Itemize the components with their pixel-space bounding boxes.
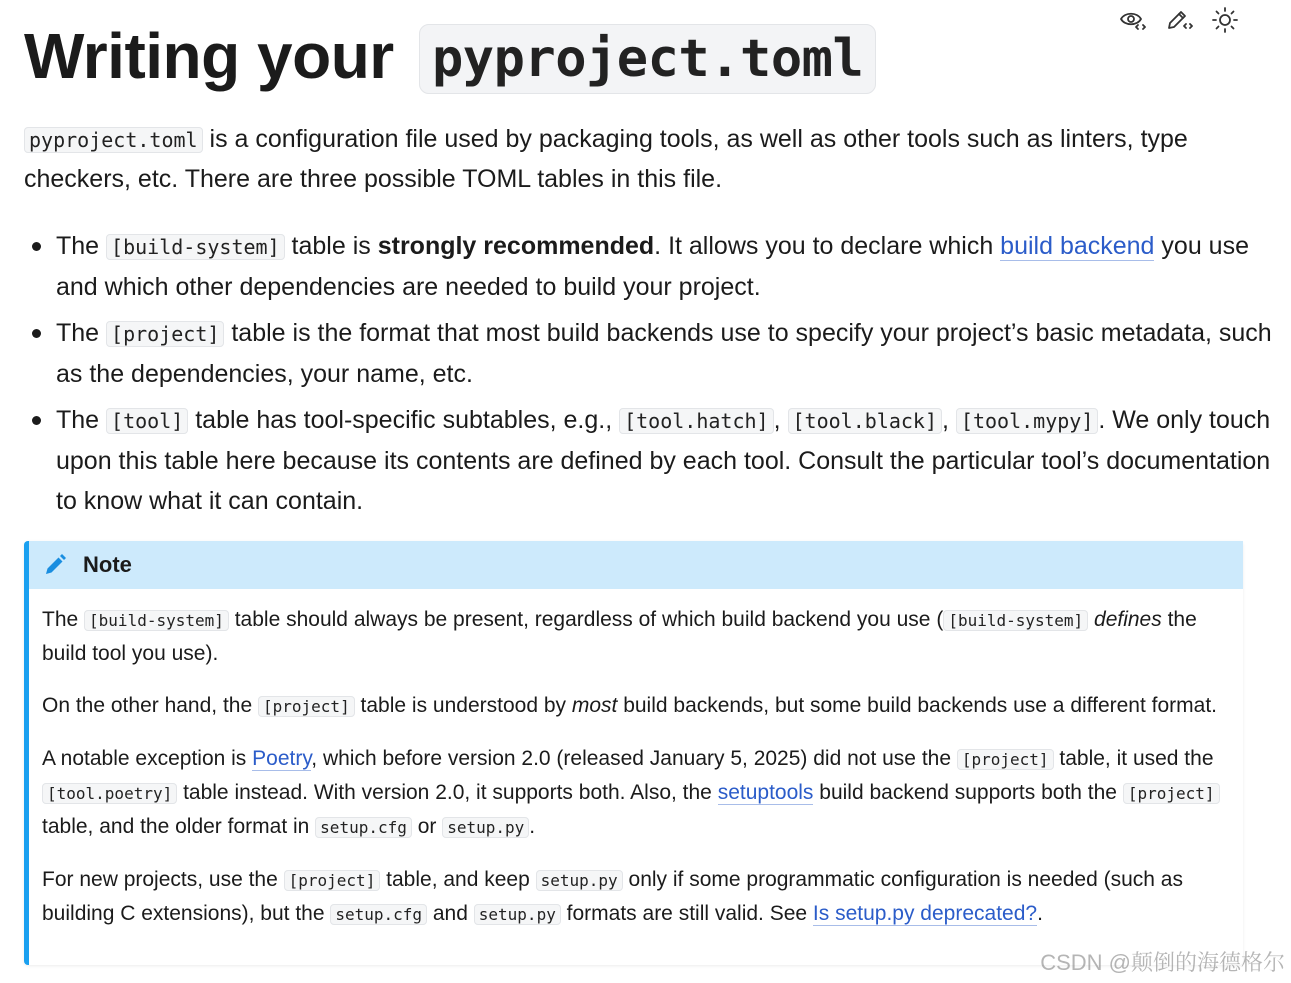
text: table, and keep <box>380 868 536 891</box>
inline-code: [tool.poetry] <box>42 783 177 804</box>
inline-code: [build-system] <box>106 234 285 260</box>
text: you use and which other dependencies are needed to build your project. <box>56 232 1249 301</box>
view-source-icon[interactable] <box>1119 6 1147 34</box>
inline-code: setup.cfg <box>315 817 412 838</box>
inline-code: [tool] <box>106 408 188 434</box>
emphasis-strong: strongly recommended <box>377 232 655 260</box>
inline-code: [project] <box>1123 783 1220 804</box>
text: The <box>56 319 107 347</box>
list-item-project <box>56 313 1281 394</box>
text: , <box>942 406 956 434</box>
tables-list <box>24 226 1281 527</box>
text: table, and the older format in <box>42 815 316 838</box>
text: only if some programmatic configuration is needed (such as building C extensions), but the <box>42 868 1183 925</box>
text: The <box>42 608 85 631</box>
watermark: CSDN @颠倒的海德格尔 <box>1040 950 1285 975</box>
inline-code: [project] <box>957 749 1054 770</box>
inline-code: pyproject.toml <box>24 127 203 153</box>
inline-code: [build-system] <box>84 610 229 631</box>
note-body <box>29 589 1243 931</box>
inline-code: [build-system] <box>943 610 1088 631</box>
text: For new projects, use the <box>42 868 284 891</box>
text: . We only touch upon this table here because its contents are defined by each tool. Consult the particular tool’s documentation to know what it can contain. <box>56 406 1271 515</box>
text: The <box>56 406 107 434</box>
intro-paragraph <box>24 120 1249 199</box>
note-paragraph <box>42 689 1229 723</box>
list-item-build-system <box>56 226 1281 307</box>
text: , which before version 2.0 (released January 5, 2025) did not use the <box>311 747 957 770</box>
edit-icon[interactable] <box>1165 6 1193 34</box>
emphasis: most <box>571 694 618 717</box>
text: The <box>56 232 107 260</box>
emphasis: defines <box>1094 608 1162 631</box>
inline-code: [tool.hatch] <box>619 408 774 434</box>
text: formats are still valid. See <box>560 902 813 925</box>
text: or <box>411 815 443 838</box>
top-toolbar <box>1119 6 1239 34</box>
build-backend-link[interactable]: build backend <box>1000 232 1155 260</box>
text: table should always be present, regardless of which build backend you use ( <box>228 608 944 631</box>
text: table has tool-specific subtables, e.g., <box>188 406 620 434</box>
text: , <box>773 406 788 434</box>
poetry-link[interactable]: Poetry <box>252 747 312 770</box>
page-title-text: Writing your <box>24 20 411 92</box>
note-header <box>29 541 1243 589</box>
page-title <box>24 18 876 97</box>
text: . <box>1037 902 1043 925</box>
inline-code: setup.cfg <box>330 904 427 925</box>
note-paragraph <box>42 742 1229 844</box>
note-title: Note <box>83 552 132 577</box>
text: . <box>529 815 536 838</box>
text: and <box>427 902 474 925</box>
inline-code: [project] <box>106 321 224 347</box>
text: build backends, but some build backends use a different format. <box>617 694 1217 717</box>
note-paragraph <box>42 603 1229 670</box>
inline-code: [tool.mypy] <box>956 408 1098 434</box>
setup-py-deprecated-link[interactable]: Is setup.py deprecated? <box>812 902 1038 925</box>
inline-code: [project] <box>284 870 381 891</box>
text: table, it used the <box>1053 747 1214 770</box>
setuptools-link[interactable]: setuptools <box>717 781 814 804</box>
inline-code: [project] <box>258 696 355 717</box>
text: table instead. With version 2.0, it supports both. Also, the <box>177 781 718 804</box>
text: . It allows you to declare which <box>654 232 1001 260</box>
list-item-tool <box>56 400 1281 521</box>
text: A notable exception is <box>42 747 253 770</box>
text: On the other hand, the <box>42 694 258 717</box>
inline-code: [tool.black] <box>788 408 943 434</box>
inline-code: setup.py <box>474 904 561 925</box>
text: table is understood by <box>354 694 572 717</box>
theme-toggle-icon[interactable] <box>1211 6 1239 34</box>
note-paragraph <box>42 863 1229 931</box>
text: table is the format that most build backends use to specify your project’s basic metadata, such as the dependencies, your name, etc. <box>56 319 1272 388</box>
page-title-code: pyproject.toml <box>419 24 876 94</box>
note-admonition <box>24 541 1243 965</box>
text: build backend supports both the <box>813 781 1123 804</box>
intro-text: is a configuration file used by packaging tools, as well as other tools such as linters, type checkers, etc. There are three possible TOML tables in this file. <box>24 125 1188 193</box>
inline-code: setup.py <box>536 870 623 891</box>
text: the build tool you use). <box>42 608 1197 665</box>
text: table is <box>284 232 378 260</box>
inline-code: setup.py <box>442 817 529 838</box>
pencil-icon <box>43 552 69 578</box>
